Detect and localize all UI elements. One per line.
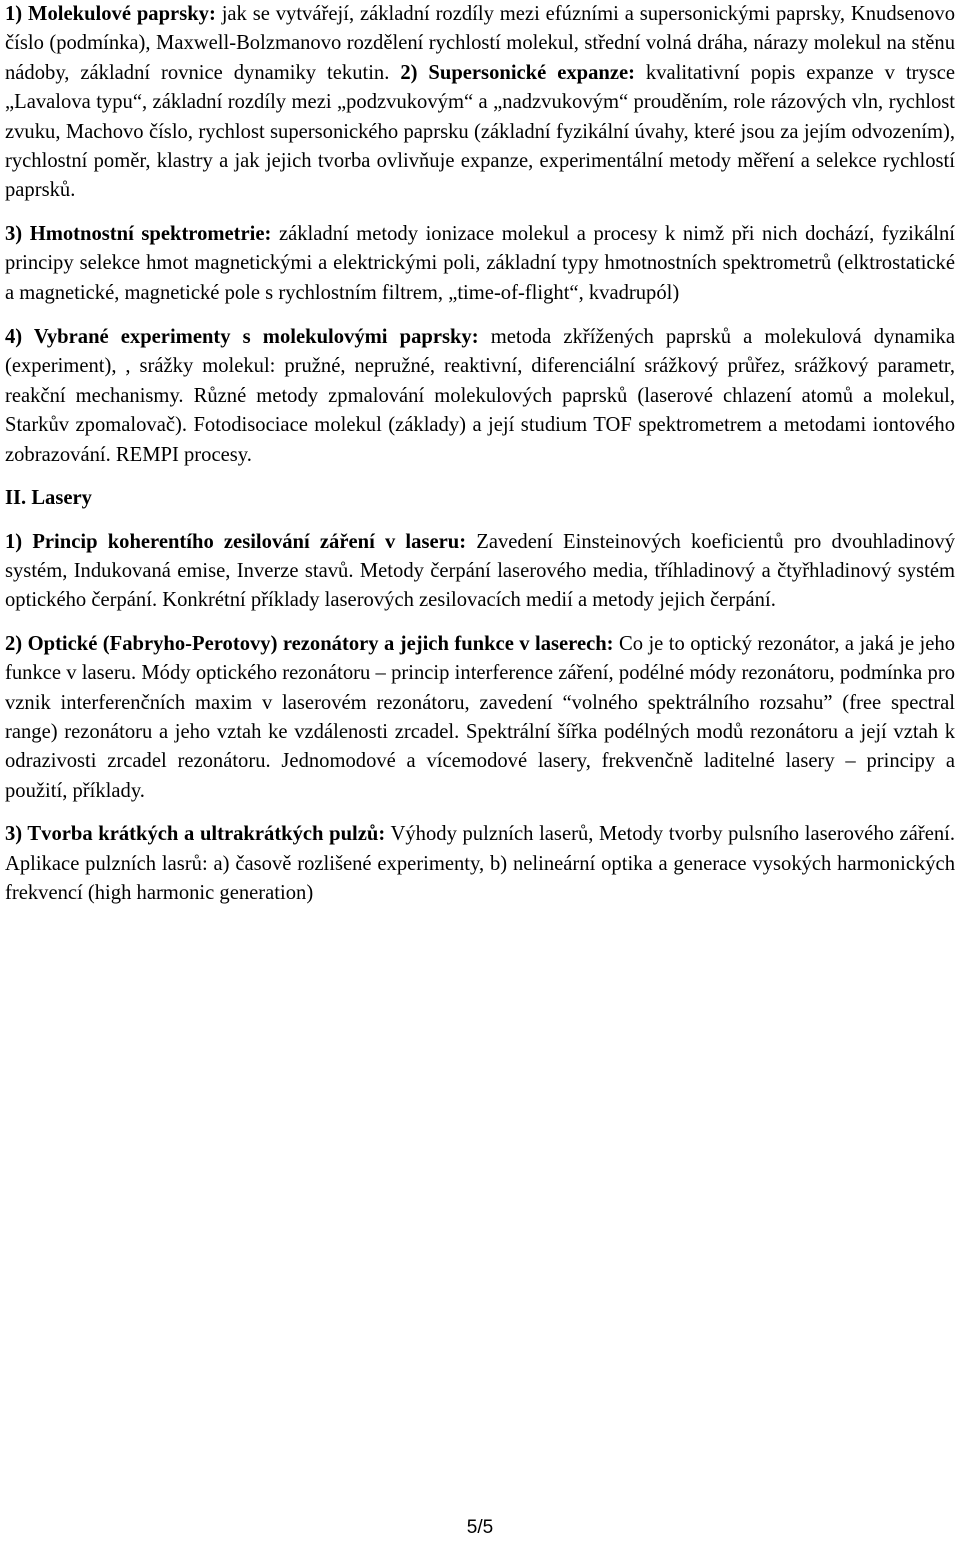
paragraph-body: Zavedení Einsteinových koeficientů pro dvouhladinový systém, Indukovaná emise, Inverze stavů. Metody čerpání laserového media, tříhladinový a čtyřhladinový systém optického čerpání. Konkrétní příklady laserových zesilovacích medií a metody jejich čerpání. [5,530,955,612]
paragraph-mass-spectrometry [5,220,955,308]
paragraph-heading: 1) Molekulové paprsky: [5,3,216,25]
paragraph-body: kvalitativní popis expanze v trysce „Lavalova typu“, základní rozdíly mezi „podzvukovým“ a „nadzvukovým“ prouděním, role rázových vln, rychlost zvuku, Machovo číslo, rychlost supersonického paprsku (základní fyzikální úvahy, které jsou za jejím odvozením), rychlostní poměr, klastry a jak jejich tvorba ovlivňuje expanze, experimentální metody měření a selekce rychlostí paprsků. [5,61,955,202]
paragraph-heading: 1) Princip koherentího zesilování záření v laseru: [5,530,467,553]
paragraph-heading: 2) Supersonické expanze: [389,61,635,84]
paragraph-body: metoda zkřížených paprsků a molekulová dynamika (experiment), , srážky molekul: pružné, nepružné, reaktivní, diferenciální srážkový průřez, srážkový parametr, reakční mechanismy. Různé metody zpmalování molekulových paprsků (laserové chlazení atomů a molekul, Starkův zpomalovač). Fotodisociace molekul (základy) a její studium TOF spektrometrem a metodami iontového zobrazování. REMPI procesy. [5,326,955,466]
paragraph-heading: 2) Optické (Fabryho-Perotovy) rezonátory a jejich funkce v laserech: [5,632,614,655]
section-title: II. Lasery [5,487,92,510]
paragraph-molecular-beams [5,0,955,206]
paragraph-body: základní metody ionizace molekul a procesy k nimž při nich dochází, fyzikální principy selekce hmot magnetickými a elektrickými poli, základní typy hmotnostních spektrometrů (elktrostatické a magnetické, magnetické pole s rychlostním filtrem, „time-of-flight“, kvadrupól) [5,222,955,304]
paragraph-body: Co je to optický rezonátor, a jaká je jeho funkce v laseru. Módy optického rezonátoru – princip interference záření, podélné módy rezonátoru, podmínka pro vznik interferenčních maxim v laserovém rezonátoru, zavedení “volného spektrálního rozsahu” (free spectral range) rezonátoru a jeho vztah ke vzdálenosti zrcadel. Spektrální šířka podélných modů rezonátoru a její vztah k odrazivosti zrcadel rezonátoru. Jednomodové a vícemodové lasery, frekvenčně laditelné lasery – principy a použití, příklady. [5,632,955,802]
page-footer [0,1517,960,1539]
paragraph-heading: 3) Tvorba krátkých a ultrakrátkých pulzů: [5,823,386,846]
paragraph-optical-resonators [5,630,955,806]
paragraph-short-pulses [5,820,955,908]
paragraph-body: jak se vytvářejí, základní rozdíly mezi efúzními a supersonickými paprsky, Knudsenovo číslo (podmínka), Maxwell-Bolzmanovo rozdělení rychlostí molekul, střední volná dráha, nárazy molekul na stěnu nádoby, základní rovnice dynamiky tekutin. [5,3,955,84]
paragraph-heading: 3) Hmotnostní spektrometrie: [5,222,272,245]
paragraph-heading: 4) Vybrané experimenty s molekulovými paprsky: [5,326,479,349]
paragraph-laser-amplification [5,528,955,616]
page-number: 5/5 [466,1517,494,1538]
paragraph-experiments [5,323,955,470]
paragraph-body: Výhody pulzních laserů, Metody tvorby pulsního laserového záření. Aplikace pulzních lasrů: a) časově rozlišené experimenty, b) nelineární optika a generace vysokých harmonických frekvencí (high harmonic generation) [5,823,956,904]
document-page [5,0,955,908]
